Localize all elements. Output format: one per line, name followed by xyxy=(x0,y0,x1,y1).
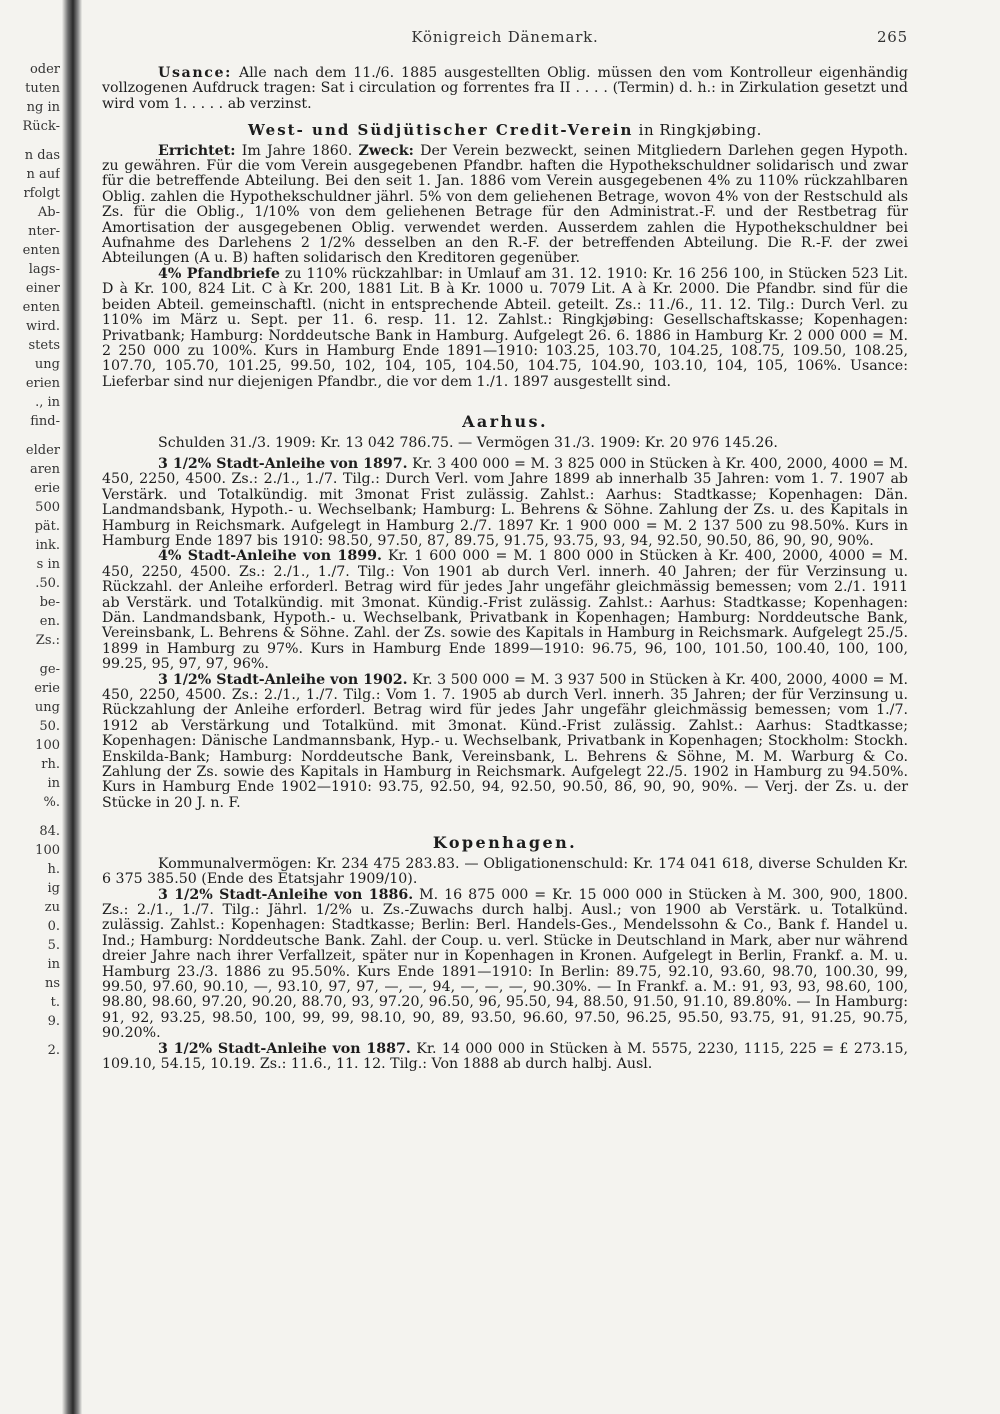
margin-fragment: ink. xyxy=(35,538,60,553)
margin-fragment: Zs.: xyxy=(35,633,60,648)
margin-fragment: 9. xyxy=(47,1014,60,1029)
pfandbriefe-label: 4% Pfandbriefe xyxy=(158,265,280,282)
margin-fragment: 0. xyxy=(47,919,60,934)
margin-fragment: ns xyxy=(44,976,60,991)
margin-fragment: n das xyxy=(24,148,60,163)
margin-fragment: einer xyxy=(25,281,60,296)
loan-label: 4% Stadt-Anleihe von 1899. xyxy=(158,548,382,565)
margin-fragment: rfolgt xyxy=(23,186,60,201)
usance-label: Usance: xyxy=(158,65,232,81)
margin-fragment: oder xyxy=(29,62,60,77)
loan-text: Kr. 1 600 000 = M. 1 800 000 in Stücken à Kr. 400, 2000, 4000 = M. 450, 2250, 4500. Zs.: 2./1., 1./7. Tilg.: Von 1901 ab durch Verl. innerh. 40 Jahren; der für Verzinsung u. Rückzahl. der Anleihe erforderl. Betrag wird für jedes Jahr ungefähr gleichmässig bemessen; vom 2./1. 1911 ab Verstärk. und Totalkündig. mit 3monat. Kündig.-Frist zulässig. Zahlst.: Aarhus: Stadtkasse; Kopenhagen: Dän. Landmandsbank, Hypoth.- u. Wechselbank, Privatbank in Kopenhagen; Hamburg: Norddeutsche Bank, Vereinsbank, L. Behrens & Söhne. Zahl. der Zs. sowie des Kapitals in Hamburg in Reichsmark. Aufgelegt 25./5. 1899 in Hamburg zu 97%. Kurs in Hamburg Ende 1899—1910: 96.75, 96, 100, 101.50, 100.40, 100, 100, 99.25, 95, 97, 97, 96%. xyxy=(102,548,908,673)
margin-fragment: aren xyxy=(29,462,60,477)
loan-text: M. 16 875 000 = Kr. 15 000 000 in Stücken à M. 300, 900, 1800. Zs.: 2./1., 1./7. Tilg.: Jährl. 1/2% u. Zs.-Zuwachs durch halbj. Ausl.; von 1900 ab Verstärk. u. Totalkünd. zulässig. Zahlst.: Kopenhagen: Stadtkasse; Berlin: Berl. Handels-Ges., Mendelssohn & Co., Bank f. Handel u. Ind.; Hamburg: Norddeutsche Bank. Zahl. der Coup. u. verl. Stücke in Deutschland in Mark, aber nur während dreier Jahre nach ihrer Verfallzeit, später nur in Kopenhagen in Kronen. Aufgelegt in Berlin, Frankf. a. M. u. Hamburg 23./3. 1886 zu 95.50%. Kurs Ende 1891—1910: In Berlin: 89.75, 92.10, 93.60, 98.70, 100.30, 99, 99.50, 97.60, 90.10, —, 93.10, 97, 97, —, —, 94, —, —, —, 90.30%. — In Frankf. a. M.: 91, 93, 93, 98.60, 100, 98.80, 98.60, 97.20, 90.20, 88.70, 93, 97.20, 96.50, 96, 95.50, 94, 88.50, 91.50, 91.10, 89.80%. — In Hamburg: 91, 92, 93.25, 98.50, 100, 99, 99, 98.10, 90, 89, 93.50, 96.60, 97.50, 96.25, 95.50, 93.75, 91, 91.25, 90.75, 90.20%. xyxy=(102,886,909,1042)
margin-fragment: h. xyxy=(47,862,60,877)
margin-fragment: wird. xyxy=(26,319,60,334)
margin-fragment: ung xyxy=(34,700,60,715)
margin-fragment: 84. xyxy=(39,824,60,839)
margin-fragment: erie xyxy=(34,681,60,696)
west-verein-heading-suffix: in Ringkjøbing. xyxy=(633,121,762,140)
margin-fragment: lags- xyxy=(28,262,60,277)
margin-fragment: erien xyxy=(25,376,60,391)
margin-fragment: ig xyxy=(47,881,60,896)
margin-fragment: erie xyxy=(34,481,60,496)
loan-text: Kr. 14 000 000 in Stücken à M. 5575, 2230, 1115, 225 = £ 273.15, 109.10, 54.15, 10.19. Zs.: 11.6., 11. 12. Tilg.: Von 1888 ab durch halbj. Ausl. xyxy=(102,1040,908,1072)
loan-paragraph xyxy=(102,673,908,812)
margin-fragment: 100 xyxy=(35,843,60,858)
margin-fragment: 500 xyxy=(35,500,60,515)
margin-fragment: rh. xyxy=(41,757,60,772)
margin-fragment: n auf xyxy=(26,167,60,182)
west-verein-heading: West- und Südjütischer Credit-Verein xyxy=(248,121,634,140)
section-heading-kopenhagen: Kopenhagen. xyxy=(432,833,578,853)
margin-fragment: 100 xyxy=(35,738,60,753)
margin-fragment: Ab- xyxy=(37,205,60,220)
pfandbriefe-paragraph xyxy=(102,267,908,390)
margin-fragment: nter- xyxy=(28,224,60,239)
purpose-text: Der Verein bezweckt, seinen Mitgliedern Darlehen gegen Hypoth. zu gewähren. Für die vom Verein ausgegebenen Pfandbr. haften die Hypothekschuldner solidarisch und zwar für die betreffende Abteilung. Bei den seit 1. Jan. 1886 vom Verein ausgegebenen 4% zu 110% rückzahlbaren Oblig. zahlen die Hypothekschuldner jährl. 5% von dem geliehenen Betrage, wovon 4% von der Restschuld als Zs. für die Oblig., 1/10% von dem geliehenen Betrage für den Administrat.-F. und der Restbetrag für Amortisation der ausgegebenen Oblig. verwendet werden. Ausserdem zahlen die Hypothekschuldner bei Aufnahme des Darlehens 2 1/2% desselben an den R.-F. der betreffenden Abteilung. Die R.-F. der zwei Abteilungen (A u. B) haften solidarisch den Kreditoren gegenüber. xyxy=(102,142,908,267)
margin-fragment: stets xyxy=(28,338,60,353)
margin-fragment: zu xyxy=(44,900,60,915)
margin-fragment: ., in xyxy=(35,395,60,410)
margin-fragment: in xyxy=(47,776,60,791)
section-heading-west-verein xyxy=(102,123,908,138)
page-content xyxy=(102,20,908,1072)
purpose-label: Zweck: xyxy=(358,142,414,159)
kopenhagen-loan-list xyxy=(102,888,908,1073)
aarhus-loan-list xyxy=(102,457,908,811)
loan-paragraph xyxy=(102,888,908,1042)
margin-fragment: ge- xyxy=(39,662,60,677)
margin-fragment: Rück- xyxy=(22,119,60,134)
margin-fragment: 5. xyxy=(47,938,60,953)
established-label: Errichtet: xyxy=(158,142,236,159)
running-header-title: Königreich Dänemark. xyxy=(411,28,599,46)
margin-fragment: elder xyxy=(25,443,60,458)
kopenhagen-intro: Kommunalvermögen: Kr. 234 475 283.83. — Obligationenschuld: Kr. 174 041 618, diverse Schulden Kr. 6 375 385.50 (Ende des Etatsjahr 1909/10). xyxy=(102,855,908,888)
loan-paragraph xyxy=(102,457,908,549)
loan-paragraph xyxy=(102,1042,908,1073)
margin-fragment: 2. xyxy=(47,1043,60,1058)
section-heading-aarhus: Aarhus. xyxy=(462,412,548,432)
margin-fragment: s in xyxy=(36,557,60,572)
margin-fragment: tuten xyxy=(25,81,60,96)
loan-paragraph xyxy=(102,549,908,672)
margin-fragment: enten xyxy=(22,243,60,258)
margin-fragment: find- xyxy=(30,414,60,429)
margin-fragment: t. xyxy=(50,995,60,1010)
margin-fragment: enten xyxy=(22,300,60,315)
margin-fragment: in xyxy=(47,957,60,972)
loan-label: 3 1/2% Stadt-Anleihe von 1887. xyxy=(158,1040,411,1057)
established-text: Im Jahre 1860. xyxy=(235,142,359,159)
page-fold-shadow xyxy=(62,0,82,1414)
margin-fragment: en. xyxy=(39,614,60,629)
loan-label: 3 1/2% Stadt-Anleihe von 1886. xyxy=(158,886,414,903)
aarhus-intro: Schulden 31./3. 1909: Kr. 13 042 786.75. — Vermögen 31./3. 1909: Kr. 20 976 145.26. xyxy=(158,434,778,451)
loan-text: Kr. 3 400 000 = M. 3 825 000 in Stücken à Kr. 400, 2000, 4000 = M. 450, 2250, 4500. Zs.: 2./1., 1./7. Tilg.: Durch Verl. vom Jahre 1899 ab innerhalb 35 Jahren: vom 1. 7. 1907 ab Verstärk. und Totalkündig. mit 3monat Frist zulässig. Zahlst.: Aarhus: Stadtkasse; Kopenhagen: Dän. Landmandsbank, Hypoth.- u. Wechselbank; Hamburg: L. Behrens & Söhne. Zahlung der Zs. u. des Kapitals in Hamburg in Reichsmark. Aufgelegt in Hamburg 2./7. 1897 Kr. 1 900 000 = M. 2 137 500 zu 98.50%. Kurs in Hamburg Ende 1897 bis 1910: 98.50, 97.50, 87, 89.75, 91.75, 93.75, 93, 94, 92.50, 90.50, 86, 90, 90, 90%. xyxy=(102,455,908,549)
loan-text: Kr. 3 500 000 = M. 3 937 500 in Stücken à Kr. 400, 2000, 4000 = M. 450, 2250, 4500. Zs.: 2./1., 1./7. Tilg.: Vom 1. 7. 1905 ab durch Verl. innerh. 35 Jahren; der für Verzinsung u. Rückzahlung der Anleihe erforderl. Betrag wird für jedes Jahr ungefähr gleichmässig bemessen; vom 1./7. 1912 ab Verstärkung und Totalkünd. mit 3monat. Künd.-Frist zulässig. Zahlst.: Aarhus: Stadtkasse; Kopenhagen: Dänische Landmannsbank, Hyp.- u. Wechselbank, Privatbank in Kopenhagen; Stockholm: Stockh. Enskilda-Bank; Hamburg: Norddeutsche Bank, Vereinsbank, L. Behrens & Söhne, M. M. Warburg & Co. Zahlung der Zs. sowie des Kapitals in Hamburg in Reichsmark. Aufgelegt 22./5. 1902 in Hamburg zu 94.50%. Kurs in Hamburg Ende 1902—1910: 93.75, 92.50, 94, 92.50, 90.50, 86, 90, 90, 90%. — Verj. der Zs. u. der Stücke in 20 J. n. F. xyxy=(102,671,908,811)
loan-label: 3 1/2% Stadt-Anleihe von 1897. xyxy=(158,455,408,472)
previous-page-margin xyxy=(0,60,60,1060)
loan-label: 3 1/2% Stadt-Anleihe von 1902. xyxy=(158,671,408,688)
margin-fragment: ng in xyxy=(26,100,60,115)
margin-fragment: 50. xyxy=(39,719,60,734)
margin-fragment: %. xyxy=(43,795,60,810)
running-header xyxy=(102,20,908,46)
usance-paragraph xyxy=(102,66,908,112)
pfandbriefe-text: zu 110% rückzahlbar: in Umlauf am 31. 12. 1910: Kr. 16 256 100, in Stücken 523 Lit. D à Kr. 100, 824 Lit. C à Kr. 200, 1881 Lit. B à Kr. 1000 u. 7079 Lit. A à Kr. 2000. Die Pfandbr. sind für die beiden Abteil. gemeinschaftl. (nicht in entsprechende Abteil. geteilt. Zs.: 11./6., 11. 12. Tilg.: Durch Verl. zu 110% im März u. Sept. per 11. 6. resp. 11. 12. Zahlst.: Ringkjøbing: Gesellschaftskasse; Kopenhagen: Privatbank; Hamburg: Norddeutsche Bank in Hamburg. Aufgelegt 26. 6. 1886 in Hamburg Kr. 2 000 000 = M. 2 250 000 zu 100%. Kurs in Hamburg Ende 1891—1910: 103.25, 103.70, 104.25, 108.75, 109.50, 108.25, 107.70, 105.70, 101.25, 99.50, 102, 104, 105, 104.50, 104.75, 104.90, 103.10, 104, 105, 106%. Usance: Lieferbar sind nur diejenigen Pfandbr., die vor dem 1./1. 1897 ausgestellt sind. xyxy=(102,265,908,390)
margin-fragment: pät. xyxy=(34,519,60,534)
margin-fragment: be- xyxy=(39,595,60,610)
margin-fragment: ung xyxy=(34,357,60,372)
margin-fragment: .50. xyxy=(35,576,60,591)
west-verein-paragraph xyxy=(102,144,908,267)
page-number: 265 xyxy=(876,28,908,46)
usance-text: Alle nach dem 11./6. 1885 ausgestellten Oblig. müssen den vom Kontrolleur eigenhändig vollzogenen Aufdruck tragen: Sat i circulation og forrentes fra II . . . . (Termin) d. h.: in Zirkulation gesetzt und wird vom 1. . . . . ab verzinst. xyxy=(102,65,908,112)
